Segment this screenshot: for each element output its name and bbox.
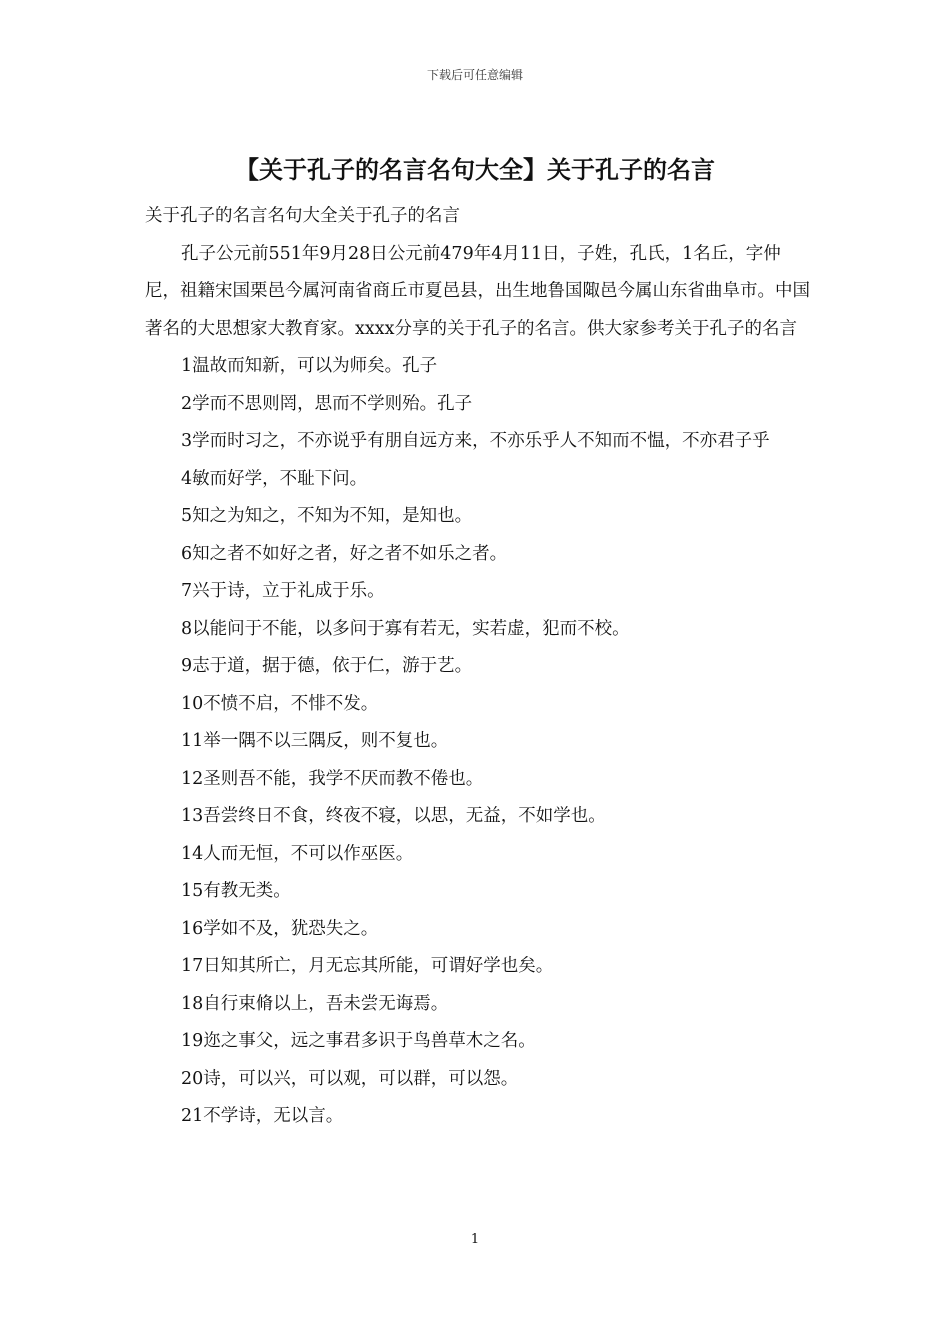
quote-item: 16学如不及，犹恐失之。	[181, 918, 379, 939]
quote-item: 1温故而知新，可以为师矣。孔子	[181, 356, 438, 376]
quote-item: 3学而时习之，不亦说乎有朋自远方来，不亦乐乎人不知而不愠，不亦君子乎	[181, 431, 770, 451]
page-header-note: 下载后可任意编辑	[426, 68, 523, 82]
quote-item: 8以能问于不能，以多问于寡有若无，实若虚，犯而不校。	[181, 618, 630, 639]
document-body	[145, 198, 810, 1136]
quote-item: 19迩之事父，远之事君多识于鸟兽草木之名。	[181, 1031, 536, 1051]
quote-item: 20诗，可以兴，可以观，可以群，可以怨。	[181, 1068, 519, 1089]
document-title: 【关于孔子的名言名句大全】关于孔子的名言	[235, 155, 715, 184]
quote-item: 17日知其所亡，月无忘其所能，可谓好学也矣。	[181, 956, 554, 976]
quote-item: 9志于道，据于德，依于仁，游于艺。	[181, 656, 473, 676]
quote-item: 4敏而好学，不耻下问。	[181, 468, 368, 489]
intro-paragraph: 孔子公元前551年9月28日公元前479年4月11日，子姓，孔氏，1名丘，字仲尼，祖籍宋国栗邑今属河南省商丘市夏邑县，出生地鲁国陬邑今属山东省曲阜市。中国著名的大思想家大教育家。xxxx分享的关于孔子的名言。供大家参考关于孔子的名言	[145, 243, 810, 339]
quote-item: 5知之为知之，不知为不知，是知也。	[181, 506, 473, 526]
document-subtitle: 关于孔子的名言名句大全关于孔子的名言	[145, 206, 460, 226]
quote-item: 18自行束脩以上，吾未尝无诲焉。	[181, 993, 449, 1014]
quote-item: 15有教无类。	[181, 881, 291, 901]
quote-item: 13吾尝终日不食，终夜不寝，以思，无益，不如学也。	[181, 806, 606, 826]
quote-item: 12圣则吾不能，我学不厌而教不倦也。	[181, 768, 484, 789]
quote-item: 6知之者不如好之者，好之者不如乐之者。	[181, 543, 508, 564]
quote-item: 21不学诗，无以言。	[181, 1106, 344, 1126]
quote-item: 11举一隅不以三隅反，则不复也。	[181, 731, 449, 751]
quote-item: 14人而无恒，不可以作巫医。	[181, 843, 414, 864]
page-number: 1	[470, 1232, 480, 1247]
quote-item: 7兴于诗，立于礼成于乐。	[181, 581, 385, 601]
quote-item: 2学而不思则罔，思而不学则殆。孔子	[181, 393, 473, 414]
quote-item: 10不愤不启，不悱不发。	[181, 693, 379, 714]
